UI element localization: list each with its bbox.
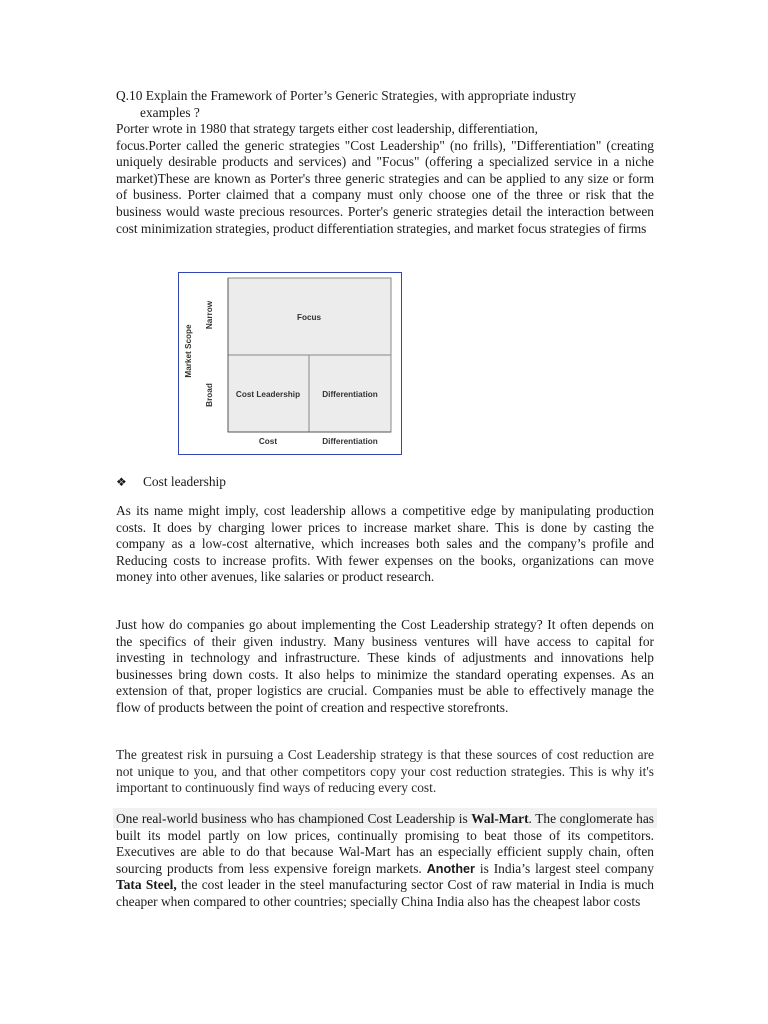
diagram-svg	[179, 273, 401, 454]
narrow-label: Narrow	[205, 300, 214, 330]
differentiation-label: Differentiation	[322, 390, 378, 399]
paragraph-examples	[116, 811, 654, 911]
x-axis-cost-label: Cost	[258, 437, 278, 446]
paragraph-risk: The greatest risk in pursuing a Cost Leadership strategy is that these sources of cost reduction are not unique to you, and that other competitors copy your cost reduction strategies. This is why it's important to continuously find ways of reducing every cost.	[116, 747, 654, 796]
diamond-bullet-icon: ❖	[116, 475, 127, 489]
p4-text-d: the cost leader in the steel manufacturing sector Cost of raw material in India is much cheaper when compared to other countries; specially China India also has the cheapest labor costs	[116, 877, 655, 909]
cost-leadership-label: Cost Leadership	[235, 390, 301, 399]
tata-steel-bold: Tata Steel,	[116, 877, 177, 893]
intro-paragraph	[116, 121, 654, 237]
another-bold: Another	[426, 861, 475, 876]
p4-text-b: . The conglomerate has built its model partly on low prices, continually promising to beat those of its competitors. Executives are able to do that because Wal-Mart has an especially efficient supply chain, often sourcing products from less expensive foreign markets.	[116, 811, 654, 876]
intro-line-1: Porter wrote in 1980 that strategy targets either cost leadership, differentiation,	[116, 121, 538, 136]
question-line-1: Q.10 Explain the Framework of Porter’s Generic Strategies, with appropriate industry	[116, 88, 577, 103]
p4-text-a: One real-world business who has championed Cost Leadership is	[116, 811, 472, 826]
market-scope-label: Market Scope	[184, 324, 193, 378]
paragraph-cost-leadership-intro: As its name might imply, cost leadership allows a competitive edge by manipulating production costs. It does by charging lower prices to increase market share. This is done by casting the company as a low-cost alternative, which increases both sales and the company’s profile and Reducing costs to increase profits. With fewer expenses on the books, organizations can move money into other avenues, like salaries or product research.	[116, 503, 654, 585]
question-heading	[116, 88, 654, 121]
x-axis-differentiation-label: Differentiation	[322, 437, 378, 446]
question-line-2: examples ?	[140, 104, 200, 120]
cost-leadership-bullet	[116, 474, 226, 490]
porter-strategies-diagram	[178, 272, 402, 455]
p4-text-c: is India’s largest steel company	[474, 860, 654, 876]
bullet-label: Cost leadership	[143, 474, 226, 489]
paragraph-implementation: Just how do companies go about implementing the Cost Leadership strategy? It often depends on the specifics of their given industry. Many business ventures will have access to capital for investing in technology and infrastructure. These kinds of adjustments and innovations help businesses bring down costs. It also helps to minimize the standard operating expenses. As an extension of that, proper logistics are crucial. Companies must be able to effectively manage the flow of products between the point of creation and respective storefronts.	[116, 617, 654, 715]
intro-body: focus.Porter called the generic strategies "Cost Leadership" (no frills), "Differentiation" (creating uniquely desirable products and services) and "Focus" (offering a specialized service in a niche market)These are known as Porter's three generic strategies and can be applied to any size or form of business. Porter claimed that a company must only choose one of the three or risk that the business would waste precious resources. Porter's generic strategies detail the interaction between cost minimization strategies, product differentiation strategies, and market focus strategies of firms	[116, 137, 654, 236]
broad-label: Broad	[205, 383, 214, 407]
walmart-bold: Wal-Mart	[471, 811, 529, 826]
focus-label: Focus	[296, 313, 322, 322]
